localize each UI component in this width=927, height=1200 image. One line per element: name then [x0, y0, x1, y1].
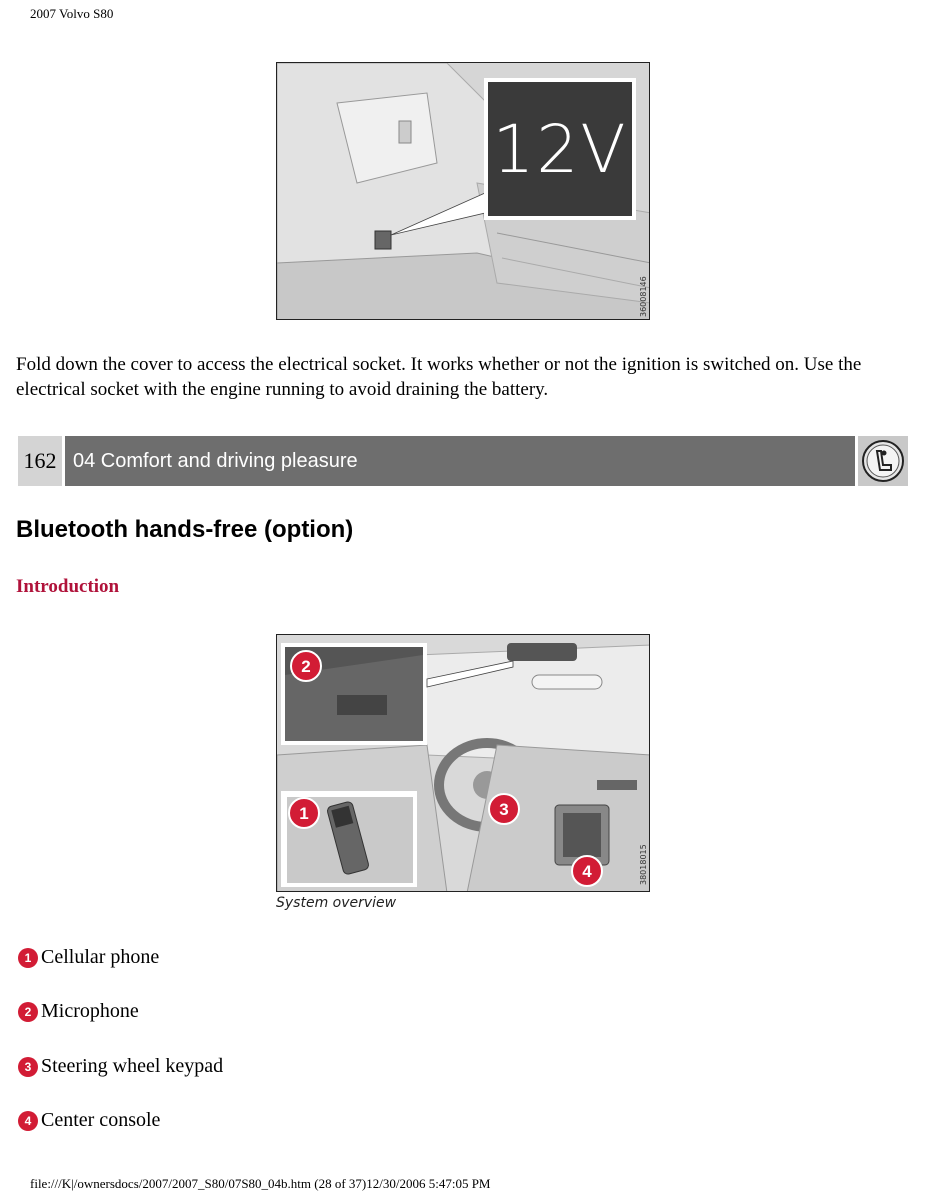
callout-4-marker [572, 856, 602, 886]
svg-text:2: 2 [301, 657, 311, 676]
legend-item [18, 946, 159, 969]
number-badge: 2 [18, 1002, 38, 1022]
chapter-title: 04 Comfort and driving pleasure [65, 436, 855, 486]
seat-icon [861, 439, 905, 483]
figure-code: 38018015 [639, 844, 648, 885]
page-number: 162 [18, 436, 62, 486]
legend-item [18, 1055, 223, 1078]
svg-text:3: 3 [499, 800, 509, 819]
figure-caption: System overview [276, 895, 397, 911]
legend-label: Steering wheel keypad [41, 1055, 224, 1077]
figure-code: 36008146 [639, 276, 648, 317]
legend-label: Microphone [41, 1000, 139, 1022]
12v-label: 12V [488, 82, 632, 216]
file-path-footer: file:///K|/ownersdocs/2007/2007_S80/07S80_04b.htm (28 of 37)12/30/2006 5:47:05 PM [30, 1176, 491, 1191]
callout-1-marker [289, 798, 319, 828]
legend-item [18, 1000, 139, 1023]
svg-text:4: 4 [582, 862, 592, 881]
callout-3-marker [489, 794, 519, 824]
socket-instructions: Fold down the cover to access the electrical socket. It works whether or not the ignition is switched on. Use the electrical socket with the engine running to avoid draining the battery. [16, 354, 862, 400]
callout-2-marker [291, 651, 321, 681]
legend-item [18, 1109, 160, 1132]
section-header [18, 436, 908, 486]
system-overview-illustration [276, 634, 650, 892]
number-badge: 3 [18, 1057, 38, 1077]
section-heading: Bluetooth hands-free (option) [16, 516, 354, 543]
document-title: 2007 Volvo S80 [30, 6, 114, 21]
callout-markers [277, 635, 650, 892]
number-badge: 4 [18, 1111, 38, 1131]
number-badge: 1 [18, 948, 38, 968]
legend-label: Cellular phone [41, 946, 160, 968]
legend-label: Center console [41, 1109, 161, 1131]
subsection-heading: Introduction [16, 576, 120, 597]
12v-callout [484, 78, 636, 220]
chapter-icon-box [858, 436, 908, 486]
svg-text:1: 1 [299, 804, 309, 823]
